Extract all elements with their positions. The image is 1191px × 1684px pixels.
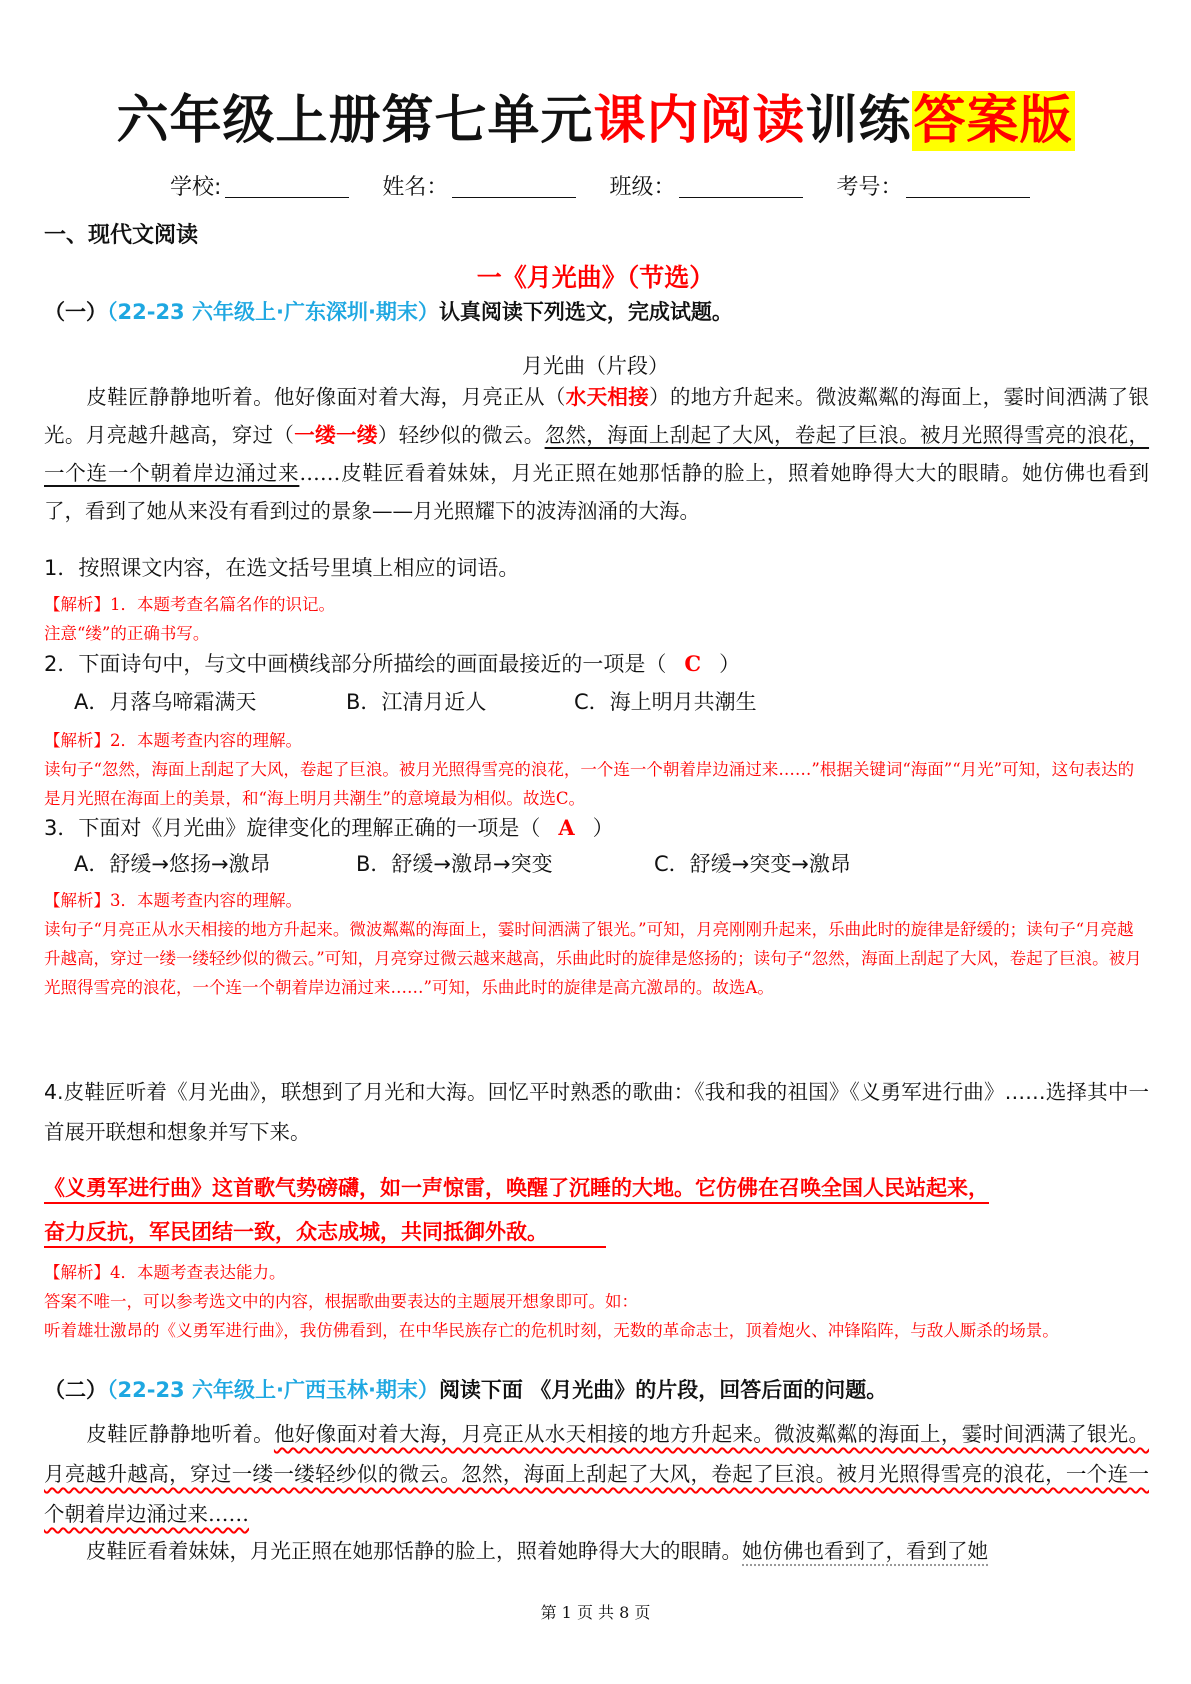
part1-prefix: （一） <box>44 300 107 324</box>
analysis-heading: 【解析】4．本题考查表达能力。 <box>44 1263 286 1282</box>
question-2 <box>44 648 740 678</box>
option-c: C．海上明月共潮生 <box>574 690 757 714</box>
question-2-options <box>74 686 757 716</box>
blank-answer-1: 水天相接 <box>565 385 650 409</box>
passage-text: 皮鞋匠静静地听着。他好像面对着大海，月亮正从（ <box>86 385 566 409</box>
page-number: 第 1 页 共 8 页 <box>540 1603 651 1622</box>
question-1: 1．按照课文内容，在选文括号里填上相应的词语。 <box>44 556 520 580</box>
option-a: A．舒缓→悠扬→激昂 <box>74 852 271 876</box>
analysis-2 <box>44 726 1149 813</box>
analysis-heading: 【解析】2．本题考查内容的理解。 <box>44 731 302 750</box>
question-3 <box>44 812 614 842</box>
part2-instruction: 阅读下面 《月光曲》的片段，回答后面的问题。 <box>438 1378 888 1402</box>
passage-text: ）的地方升起来。微波粼粼的海面上，霎时间洒满了银光。月亮越升越高，穿过（ <box>44 385 1150 447</box>
part1-instruction: 认真阅读下列选文，完成试题。 <box>438 300 733 324</box>
class-field[interactable] <box>679 175 803 198</box>
title-main: 六年级上册第七单元 <box>116 91 594 151</box>
title-answer-version: 答案版 <box>913 91 1073 151</box>
blank-answer-2: 一缕一缕 <box>294 423 378 447</box>
analysis-example: 听着雄壮激昂的《义勇军进行曲》，我仿佛看到，在中华民族存亡的危机时刻，无数的革命志士，顶着炮火、冲锋陷阵，与敌人厮杀的场景。 <box>44 1321 1059 1340</box>
option-c: C．舒缓→突变→激昂 <box>654 852 851 876</box>
answer-line-2: 奋力反抗，军民团结一致，众志成城，共同抵御外敌。 <box>44 1220 606 1248</box>
exam-number-field[interactable] <box>906 175 1030 198</box>
lesson-title: 一《月光曲》（节选） <box>476 263 715 292</box>
option-b: B．舒缓→激昂→突变 <box>356 852 553 876</box>
answer-line-1: 《义勇军进行曲》这首歌气势磅礴，如一声惊雷，唤醒了沉睡的大地。它仿佛在召唤全国人民站起来， <box>44 1176 989 1204</box>
part1-source: （22-23 六年级上·广东深圳·期末） <box>107 300 439 324</box>
class-label: 班级： <box>609 175 676 200</box>
part2-prefix: （二） <box>44 1378 107 1402</box>
passage-text: ）轻纱似的微云。 <box>377 423 545 447</box>
wavy-underlined-text: 他好像面对着大海，月亮正从水天相接的地方升起来。微波粼粼的海面上，霎时间洒满了银光。月亮越升越高，穿过一缕一缕轻纱似的微云。忽然，海面上刮起了大风，卷起了巨浪。被月光照得雪亮的浪花，一个连一个朝着岸边涌过来…… <box>44 1422 1150 1526</box>
school-label: 学校: <box>170 175 222 200</box>
passage-text: ……皮鞋匠看着妹妹，月光正照在她那恬静的脸上，照着她睁得大大的眼睛。她仿佛也看到了，看到了她从来没有看到过的景象——月光照耀下的波涛汹涌的大海。 <box>44 461 1149 523</box>
passage-text: 皮鞋匠看着妹妹，月光正照在她那恬静的脸上，照着她睁得大大的眼睛。 <box>86 1539 742 1563</box>
question-text-end: ） <box>592 816 614 840</box>
name-field[interactable] <box>452 175 576 198</box>
part2-passage-2 <box>44 1532 1149 1570</box>
passage-text: 皮鞋匠静静地听着。 <box>86 1422 274 1446</box>
analysis-heading: 【解析】3．本题考查内容的理解。 <box>44 891 302 910</box>
school-field[interactable] <box>225 175 349 198</box>
name-label: 姓名： <box>382 175 449 200</box>
question-4: 4.皮鞋匠听着《月光曲》，联想到了月光和大海。回忆平时熟悉的歌曲：《我和我的祖国》《义勇军进行曲》……选择其中一首展开联想和想象并写下来。 <box>44 1080 1149 1144</box>
analysis-4 <box>44 1258 1149 1345</box>
analysis-heading: 【解析】1．本题考查名篇名作的识记。 <box>44 595 335 614</box>
analysis-body: 读句子“月亮正从水天相接的地方升起来。微波粼粼的海面上，霎时间洒满了银光。”可知，月亮刚刚升起来，乐曲此时的旋律是舒缓的；读句子“月亮越升越高，穿过一缕一缕轻纱似的微云。”可知，月亮穿过微云越来越高，乐曲此时的旋律是悠扬的；读句子“忽然，海面上刮起了大风，卷起了巨浪。被月光照得雪亮的浪花，一个连一个朝着岸边涌过来……”可知，乐曲此时的旋律是高亢激昂的。故选A。 <box>44 920 1142 997</box>
option-b: B．江清月近人 <box>346 690 487 714</box>
question-text: 2．下面诗句中，与文中画横线部分所描绘的画面最接近的一项是（ <box>44 652 667 676</box>
page-title <box>0 88 1191 154</box>
dotted-underlined-text: 她仿佛也看到了，看到了她 <box>742 1539 988 1563</box>
analysis-3 <box>44 886 1149 1002</box>
exam-number-label: 考号： <box>836 175 903 200</box>
analysis-body: 读句子“忽然，海面上刮起了大风，卷起了巨浪。被月光照得雪亮的浪花，一个连一个朝着岸边涌过来……”根据关键词“海面”“月光”可知，这句表达的是月光照在海面上的美景，和“海上明月共潮生”的意境最为相似。故选C。 <box>44 760 1135 808</box>
part1-heading <box>44 296 733 326</box>
section-heading: 一、现代文阅读 <box>44 223 199 248</box>
title-training: 训练 <box>805 91 912 151</box>
analysis-body: 注意“缕”的正确书写。 <box>44 624 210 643</box>
part1-passage <box>44 378 1149 530</box>
underlined-sentence: 忽然，海面上刮起了大风，卷起了巨浪。被月光照得雪亮的浪花，一个连一个朝着岸边涌过来 <box>44 423 1150 485</box>
analysis-1 <box>44 590 1149 648</box>
answer-choice: C <box>684 651 702 676</box>
part2-heading <box>44 1374 887 1404</box>
passage-title: 月光曲（片段） <box>522 354 669 378</box>
question-3-options <box>74 848 851 878</box>
option-a: A．月落乌啼霜满天 <box>74 690 257 714</box>
question-text-end: ） <box>719 652 741 676</box>
analysis-body: 答案不唯一，可以参考选文中的内容，根据歌曲要表达的主题展开想象即可。如： <box>44 1292 638 1311</box>
part2-source: （22-23 六年级上·广西玉林·期末） <box>107 1378 439 1402</box>
student-info-row <box>170 170 1030 201</box>
part2-passage <box>44 1414 1149 1534</box>
answer-choice: A <box>558 815 575 840</box>
title-red: 课内阅读 <box>593 91 806 151</box>
question-4-answer <box>44 1166 1149 1254</box>
question-text: 3．下面对《月光曲》旋律变化的理解正确的一项是（ <box>44 816 541 840</box>
